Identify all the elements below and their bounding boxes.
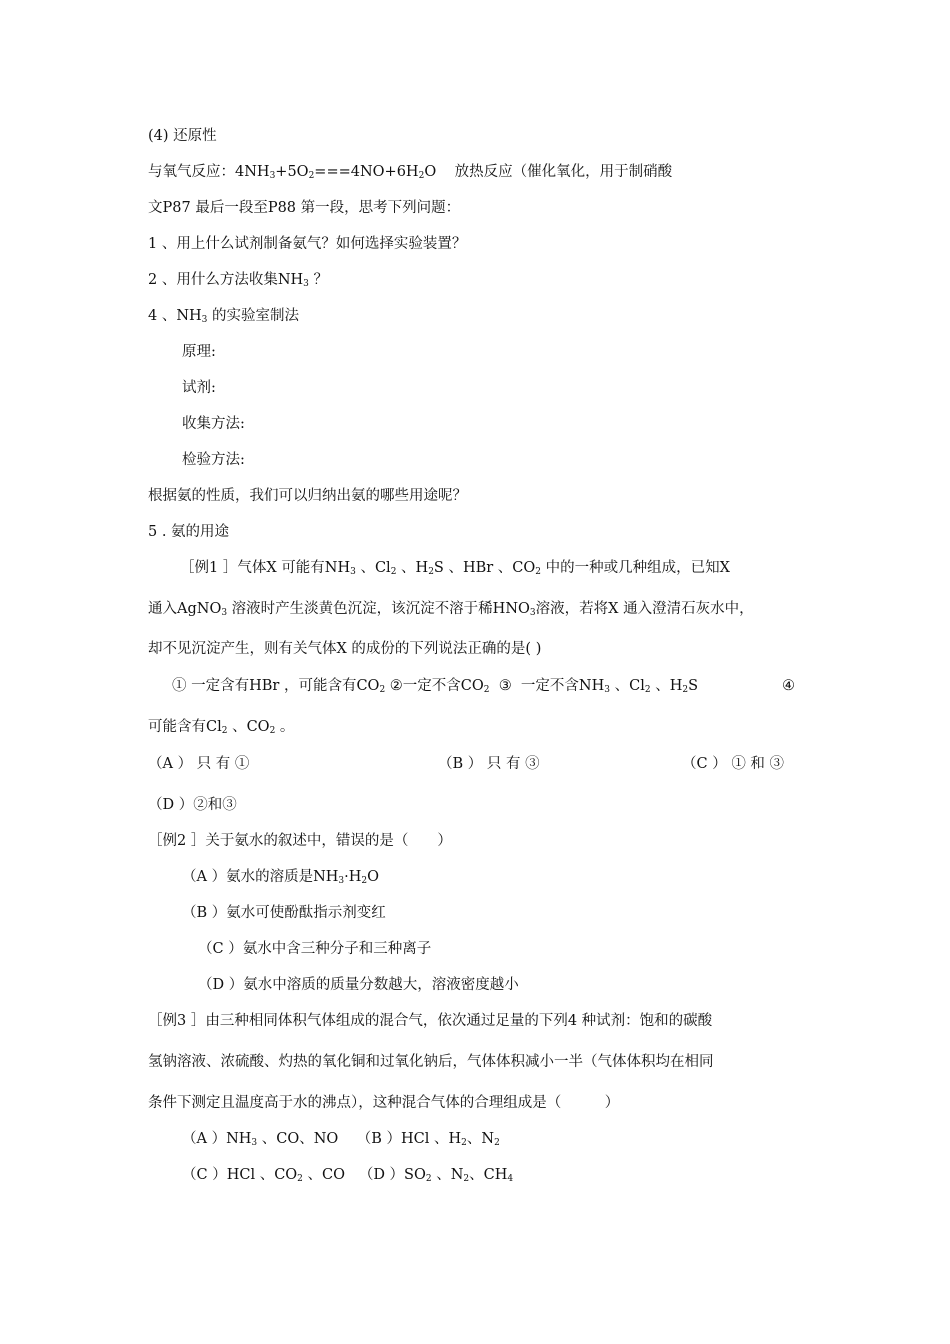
principle-label: 原理: [182, 344, 216, 360]
reading-instruction: 文P87 最后一段至P88 第一段，思考下列问题： [148, 200, 461, 216]
example-3-line-1: ［例3 ］由三种相同体积气体组成的混合气，依次通过足量的下列4 种试剂：饱和的碳酸 [148, 1013, 713, 1029]
test-method-label: 检验方法: [182, 452, 245, 468]
example-1-option-b: （B ） 只 有 ③ [438, 756, 540, 772]
example-1-option-c: （C ） ① 和 ③ [682, 756, 785, 772]
example-1-line-5: 可能含有$Cl_2$ 、$CO_2$ 。 [148, 719, 295, 736]
reagent-label: 试剂: [182, 380, 216, 396]
example-2-option-c: （C ）氨水中含三种分子和三种离子 [198, 941, 432, 957]
example-1-statement-4-marker: ④ [782, 678, 795, 694]
example-2-option-a: （A ）氨水的溶质是$NH_3\cdot H_2O$ [182, 869, 380, 886]
collect-method-label: 收集方法: [182, 416, 245, 432]
example-3-options-a-b: （A ）$NH_3$ 、CO、NO （B ）HCl 、$H_2$、$N_2$ [182, 1131, 500, 1148]
question-2: 2 、用什么方法收集$NH_3$ ？ [148, 272, 329, 289]
section-reducibility-heading: (4) 还原性 [148, 128, 217, 144]
example-2-option-b: （B ）氨水可使酚酞指示剂变红 [182, 905, 386, 921]
example-3-line-3: 条件下测定且温度高于水的沸点），这种混合气体的合理组成是（ ） [148, 1095, 620, 1111]
item-5-heading: 5 . 氨的用途 [148, 524, 230, 540]
example-2-title: ［例2 ］关于氨水的叙述中，错误的是（ ） [148, 833, 452, 849]
example-1-statements: ① 一定含有HBr ，可能含有$CO_2$ ②一定不含$CO_2$ ③ 一定不含$NH_3$ 、$Cl_2$ 、$H_2S$ [172, 678, 699, 695]
example-1-line-1: ［例1 ］气体X 可能有$NH_3$ 、$Cl_2$ 、$H_2S$ 、HBr 、$CO_2$ 中的一种或几种组成，已知X [180, 560, 730, 577]
example-1-line-2: 通入AgNO$_3$ 溶液时产生淡黄色沉淀，该沉淀不溶于稀$HNO_3$溶液，若将X 通入澄清石灰水中， [148, 601, 754, 618]
question-1: 1 、用上什么试剂制备氨气？如何选择实验装置？ [148, 236, 467, 252]
example-1-line-3: 却不见沉淀产生，则有关气体X 的成份的下列说法正确的是( ) [148, 641, 542, 657]
oxygen-reaction-line: 与氧气反应：$4NH_3+5O_2===4NO+6H_2O$ 放热反应（催化氧化，用于制硝酸 [148, 164, 673, 181]
example-1-option-a: （A ） 只 有 ① [148, 756, 250, 772]
example-3-options-c-d: （C ）HCl 、$CO_2$ 、CO （D ）$SO_2$ 、$N_2$、$CH_4$ [182, 1167, 514, 1184]
example-1-option-d: （D ）②和③ [148, 797, 237, 813]
example-3-line-2: 氢钠溶液、浓硫酸、灼热的氧化铜和过氧化钠后，气体体积减小一半（气体体积均在相同 [148, 1054, 714, 1070]
item-4-heading: 4 、$NH_3$ 的实验室制法 [148, 308, 300, 325]
example-2-option-d: （D ）氨水中溶质的质量分数越大，溶液密度越小 [198, 977, 519, 993]
uses-question: 根据氨的性质，我们可以归纳出氨的哪些用途呢？ [148, 488, 467, 504]
